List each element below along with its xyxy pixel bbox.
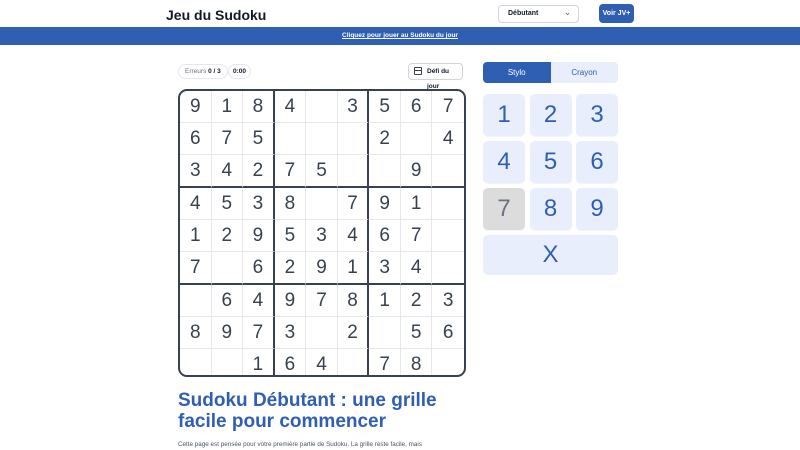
number-key-6[interactable]: 6 (576, 141, 618, 183)
grid-cell[interactable]: 6 (369, 220, 401, 252)
grid-cell[interactable]: 3 (180, 155, 212, 188)
grid-cell[interactable] (401, 123, 433, 155)
grid-cell[interactable]: 1 (180, 220, 212, 252)
grid-cell[interactable]: 9 (243, 220, 275, 252)
grid-cell[interactable]: 9 (180, 91, 212, 123)
grid-cell[interactable]: 6 (432, 317, 464, 349)
grid-cell[interactable]: 1 (212, 91, 244, 123)
grid-cell[interactable]: 4 (338, 220, 370, 252)
grid-cell[interactable]: 6 (212, 285, 244, 317)
grid-cell[interactable]: 1 (369, 285, 401, 317)
grid-cell[interactable]: 2 (338, 317, 370, 349)
vip-button[interactable]: Voir JV+ (599, 4, 634, 23)
grid-cell[interactable]: 4 (180, 188, 212, 220)
grid-cell[interactable]: 5 (401, 317, 433, 349)
grid-cell[interactable]: 7 (432, 91, 464, 123)
grid-cell[interactable] (338, 123, 370, 155)
level-select[interactable] (498, 5, 579, 23)
grid-cell[interactable]: 8 (243, 91, 275, 123)
number-key-9[interactable]: 9 (576, 188, 618, 230)
grid-cell[interactable]: 5 (243, 123, 275, 155)
grid-cell[interactable]: 8 (180, 317, 212, 349)
grid-cell[interactable]: 9 (306, 252, 338, 285)
grid-cell[interactable] (306, 317, 338, 349)
grid-cell[interactable] (180, 349, 212, 377)
grid-cell[interactable]: 3 (369, 252, 401, 285)
errors-label: Erreurs (185, 68, 207, 75)
grid-cell[interactable]: 6 (275, 349, 307, 377)
grid-cell[interactable]: 8 (338, 285, 370, 317)
grid-cell[interactable] (432, 349, 464, 377)
grid-cell[interactable]: 4 (212, 155, 244, 188)
grid-cell[interactable]: 4 (243, 285, 275, 317)
daily-challenge-button[interactable] (408, 63, 463, 90)
grid-cell[interactable]: 4 (275, 91, 307, 123)
mode-tabs (483, 62, 618, 83)
grid-cell[interactable]: 9 (212, 317, 244, 349)
grid-cell[interactable]: 6 (243, 252, 275, 285)
grid-cell[interactable]: 3 (243, 188, 275, 220)
errors-counter (178, 64, 228, 79)
grid-cell[interactable] (180, 285, 212, 317)
grid-cell[interactable]: 5 (369, 91, 401, 123)
grid-cell[interactable] (275, 123, 307, 155)
grid-cell[interactable]: 2 (212, 220, 244, 252)
grid-cell[interactable]: 5 (306, 155, 338, 188)
chevron-down-icon: ⌄ (564, 8, 571, 17)
grid-cell[interactable] (212, 252, 244, 285)
grid-cell[interactable]: 2 (401, 285, 433, 317)
number-key-8[interactable]: 8 (530, 188, 572, 230)
grid-cell[interactable]: 8 (401, 349, 433, 377)
timer: 0:00 (228, 64, 251, 79)
number-key-7[interactable]: 7 (483, 188, 525, 230)
grid-cell[interactable]: 3 (275, 317, 307, 349)
grid-cell[interactable] (212, 349, 244, 377)
grid-cell[interactable]: 3 (338, 91, 370, 123)
number-key-3[interactable]: 3 (576, 94, 618, 136)
grid-cell[interactable]: 7 (275, 155, 307, 188)
article-intro: Cette page est pensée pour votre première partie de Sudoku. La grille reste facile, mais (178, 441, 422, 448)
number-pad (483, 94, 618, 275)
number-key-2[interactable]: 2 (530, 94, 572, 136)
grid-cell[interactable] (306, 188, 338, 220)
grid-cell[interactable]: 7 (306, 285, 338, 317)
grid-cell[interactable]: 8 (275, 188, 307, 220)
grid-cell[interactable] (432, 155, 464, 188)
number-key-4[interactable]: 4 (483, 141, 525, 183)
grid-cell[interactable]: 3 (306, 220, 338, 252)
article-title: Sudoku Débutant : une grille facile pour commencer (178, 390, 437, 432)
calendar-icon (414, 67, 422, 75)
daily-banner-link[interactable]: Cliquez pour jouer au Sudoku du jour (342, 32, 458, 39)
grid-cell[interactable] (338, 349, 370, 377)
grid-cell[interactable]: 1 (243, 349, 275, 377)
grid-cell[interactable] (306, 123, 338, 155)
number-key-1[interactable]: 1 (483, 94, 525, 136)
mode-tab-stylo[interactable]: Stylo (483, 62, 551, 83)
erase-button[interactable]: X (483, 235, 618, 275)
grid-cell[interactable]: 5 (275, 220, 307, 252)
sudoku-grid (178, 89, 466, 377)
grid-cell[interactable]: 9 (369, 188, 401, 220)
grid-cell[interactable]: 2 (243, 155, 275, 188)
grid-cell[interactable] (369, 317, 401, 349)
grid-cell[interactable]: 4 (401, 252, 433, 285)
grid-cell[interactable]: 1 (338, 252, 370, 285)
grid-cell[interactable]: 7 (401, 220, 433, 252)
grid-cell[interactable]: 7 (338, 188, 370, 220)
grid-cell[interactable]: 6 (401, 91, 433, 123)
site-header (0, 0, 800, 27)
grid-cell[interactable]: 6 (180, 123, 212, 155)
grid-cell[interactable]: 7 (243, 317, 275, 349)
daily-banner (0, 27, 800, 45)
daily-challenge-label: Défi du jour (427, 68, 450, 90)
grid-cell[interactable] (338, 155, 370, 188)
grid-cell[interactable]: 4 (306, 349, 338, 377)
mode-tab-crayon[interactable]: Crayon (551, 62, 619, 83)
errors-value: 0 / 3 (208, 68, 221, 75)
number-key-5[interactable]: 5 (530, 141, 572, 183)
grid-cell[interactable]: 7 (180, 252, 212, 285)
grid-cell[interactable]: 7 (212, 123, 244, 155)
grid-cell[interactable] (432, 220, 464, 252)
grid-cell[interactable] (432, 252, 464, 285)
grid-cell[interactable]: 3 (432, 285, 464, 317)
grid-cell[interactable] (369, 155, 401, 188)
grid-cell[interactable]: 7 (369, 349, 401, 377)
grid-cell[interactable] (306, 91, 338, 123)
grid-cell[interactable]: 5 (212, 188, 244, 220)
grid-cell[interactable]: 4 (432, 123, 464, 155)
grid-cell[interactable]: 9 (275, 285, 307, 317)
grid-cell[interactable]: 2 (275, 252, 307, 285)
grid-cell[interactable]: 2 (369, 123, 401, 155)
level-select-value: Débutant (508, 10, 539, 17)
site-logo[interactable]: Jeu du Sudoku (166, 7, 267, 23)
grid-cell[interactable] (432, 188, 464, 220)
grid-cell[interactable]: 1 (401, 188, 433, 220)
grid-cell[interactable]: 9 (401, 155, 433, 188)
